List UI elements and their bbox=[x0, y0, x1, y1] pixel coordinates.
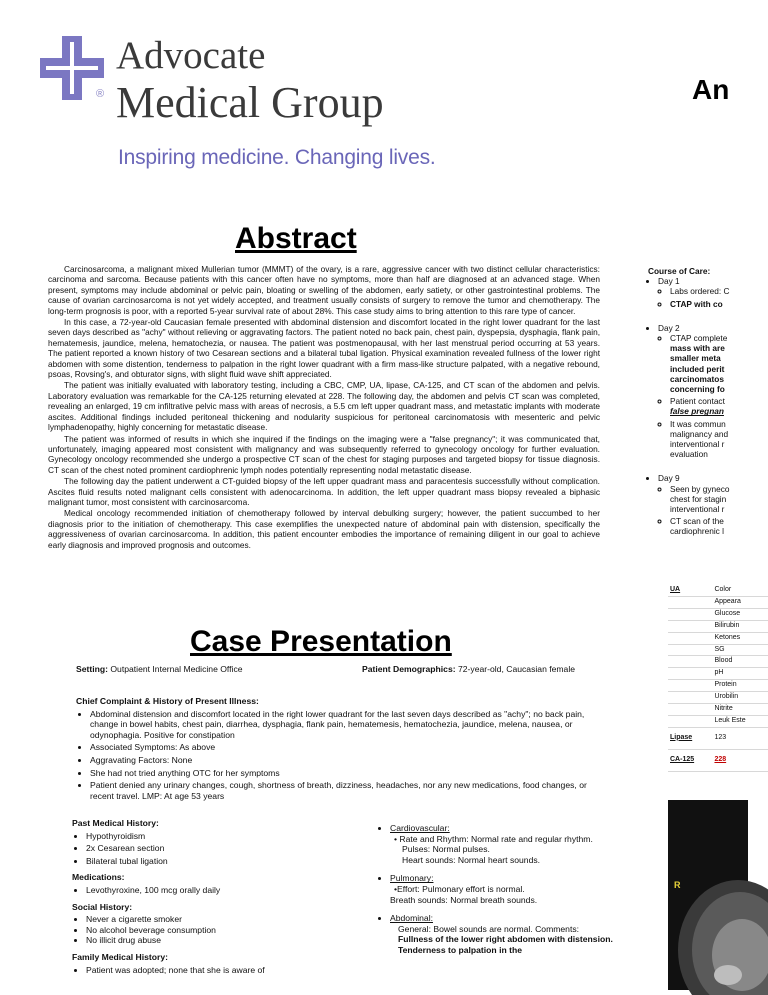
poster-title: An bbox=[692, 74, 730, 105]
course-line: ◦ It was commun bbox=[670, 418, 726, 429]
list-item: • Abdominal distension and discomfort located in the right lower quadrant for the last seven days described as "achy"; no back pain, change in bowel habits, chest pain, diarrhea, dysphagia, flank pain, hematemesis, hematochezia, jaundice, melena, nausea, or odynophagia. Positive for constipation bbox=[90, 709, 596, 741]
list-item: • Patient was adopted; none that she is aware of bbox=[86, 965, 362, 976]
table-cell: Urobilin bbox=[712, 692, 768, 704]
table-row bbox=[668, 632, 768, 644]
list-item: • 2x Cesarean section bbox=[86, 843, 362, 854]
table-cell: Lipase bbox=[668, 727, 712, 749]
social-history-heading: Social History: bbox=[72, 901, 133, 912]
table-cell: pH bbox=[712, 668, 768, 680]
table-cell: 123 bbox=[712, 727, 768, 749]
table-row bbox=[668, 680, 768, 692]
list-item: • She had not tried anything OTC for her symptoms bbox=[90, 768, 596, 779]
setting-value: Outpatient Internal Medicine Office bbox=[107, 664, 243, 674]
pulm-line: Breath sounds: Normal breath sounds. bbox=[390, 894, 538, 905]
table-cell: Appeara bbox=[712, 596, 768, 608]
list-item: • Associated Symptoms: As above bbox=[90, 742, 596, 753]
list-item: • Hypothyroidism bbox=[86, 831, 362, 842]
course-day-label: Day 2 bbox=[658, 322, 680, 333]
demographics-label: Patient Demographics: bbox=[362, 664, 456, 674]
physical-exam-section bbox=[376, 823, 616, 958]
abd-line: Fullness of the lower right abdomen with distension. Tenderness to palpation in the bbox=[398, 934, 613, 955]
abstract-paragraph: In this case, a 72-year-old Caucasian female presented with abdominal distension and discomfort located in the right lower quadrant for the last seven days described as "achy" without relieving or aggravating factors. The patient noted no back pain, chest pain, dyspepsia, dysphagia, flank pain, hematemesis, jaundice, melena, hematochezia, or nausea. The patient was postmenopausal, with her last menstrual period occurring at 53 years. The patient reported a known history of two Cesarean sections and a bilateral tubal ligation. Physical examination revealed fullness of the lower right abdomen with some distention, tenderness to palpation in the right lower quadrant with a firm mass-like structure palpated, with a negative rebound, psoas, Rovsing's, and obturator signs, with slight fluid wave shift appreciated. bbox=[48, 317, 600, 380]
exam-list bbox=[376, 823, 616, 956]
chief-complaint-section bbox=[76, 690, 596, 803]
course-line: ◦ Patient contact bbox=[670, 396, 725, 407]
cardio-line: Heart sounds: Normal heart sounds. bbox=[402, 854, 541, 865]
pulm-label: Pulmonary: bbox=[390, 873, 434, 884]
table-row bbox=[668, 620, 768, 632]
list-item: • Bilateral tubal ligation bbox=[86, 856, 362, 867]
social-list bbox=[72, 914, 362, 946]
table-cell: Glucose bbox=[712, 608, 768, 620]
table-row bbox=[668, 668, 768, 680]
list-item: ◦ CTAP with co bbox=[670, 299, 768, 309]
demographics-value: 72-year-old, Caucasian female bbox=[455, 664, 576, 674]
course-day bbox=[658, 323, 768, 460]
abstract-body bbox=[48, 264, 600, 551]
pulm-line: Effort: Pulmonary effort is normal. bbox=[397, 883, 525, 894]
table-cell: Color bbox=[712, 585, 768, 596]
list-item bbox=[670, 419, 768, 460]
list-item bbox=[670, 484, 768, 515]
course-line: concerning fo bbox=[670, 384, 725, 395]
case-presentation-heading: Case Presentation bbox=[190, 625, 452, 658]
table-row bbox=[668, 656, 768, 668]
table-row bbox=[668, 585, 768, 596]
table-cell: SG bbox=[712, 644, 768, 656]
logo-registered-mark: ® bbox=[96, 88, 105, 100]
course-line: ◦ Seen by gyneco bbox=[670, 483, 730, 494]
list-item: • No alcohol beverage consumption bbox=[86, 925, 362, 936]
course-line: evaluation bbox=[670, 449, 708, 460]
course-line: malignancy and bbox=[670, 428, 729, 439]
course-line: false pregnan bbox=[670, 406, 724, 417]
setting-line bbox=[76, 664, 243, 674]
course-line: carcinomatos bbox=[670, 373, 724, 384]
cc-list bbox=[76, 709, 596, 802]
course-day-label: Day 9 bbox=[658, 473, 680, 484]
course-line: smaller meta bbox=[670, 353, 721, 364]
exam-pulmonary: • Pulmonary: •Effort: Pulmonary effort is normal. Breath sounds: Normal breath sounds. bbox=[390, 873, 616, 905]
table-row bbox=[668, 727, 768, 749]
abd-line: General: Bowel sounds are normal. Comments: bbox=[398, 923, 580, 934]
exam-abdominal bbox=[390, 913, 616, 955]
course-of-care-section bbox=[648, 266, 768, 539]
table-row bbox=[668, 704, 768, 716]
abd-label: Abdominal: bbox=[390, 913, 433, 924]
list-item bbox=[670, 396, 768, 416]
table-row bbox=[668, 715, 768, 727]
abstract-paragraph: Carcinosarcoma, a malignant mixed Mullerian tumor (MMMT) of the ovary, is a rare, aggressive cancer with two distinct cellular characteristics: carcinoma and sarcoma. Because patients with this cancer often have no symptoms, more than half are diagnosed at an advanced stage. When present, symptoms may include abdominal or pelvic pain, bloating or swelling of the abdomen, early satiety, or other gastrointestinal problems. The cause of ovarian carcinosarcoma is not yet widely accepted, and treatment usually consists of surgery to remove the tumor and chemotherapy. The long-term prognosis is poor, with a reported 5-year survival rate of about 28%. This case study aims to bring attention to this rare type of cancer. bbox=[48, 264, 600, 316]
course-line: mass with are bbox=[670, 343, 725, 354]
table-cell: Blood bbox=[712, 656, 768, 668]
course-line: interventional r bbox=[670, 504, 725, 515]
course-line: included perit bbox=[670, 363, 725, 374]
exam-cardiovascular: • Cardiovascular: • Rate and Rhythm: Normal rate and regular rhythm. Pulses: Normal pulses. Heart sounds: Normal heart sounds. bbox=[390, 823, 616, 865]
table-row bbox=[668, 608, 768, 620]
ct-scan-image bbox=[668, 800, 748, 990]
course-line: chest for stagin bbox=[670, 493, 727, 504]
list-item: • Levothyroxine, 100 mcg orally daily bbox=[86, 885, 362, 896]
list-item: • No illicit drug abuse bbox=[86, 935, 362, 946]
pmh-heading: Past Medical History: bbox=[72, 818, 159, 828]
table-row bbox=[668, 596, 768, 608]
abstract-paragraph: The patient was initially evaluated with laboratory testing, including a CBC, CMP, UA, lipase, CA-125, and CT scan of the abdomen and pelvis. Laboratory evaluation was remarkable for the CA-125 returning elevated at 228. The following day, the abdomen and pelvis CT scan was completed, revealing an enlarged, 19 cm infiltrative pelvic mass with areas of necrosis, a 5.5 cm left upper quadrant mass, and metastatic implants with moderate ascites. Additional findings included peritoneal thickening and nodularity suspicious for peritoneal carcinomatosis with mesenteric and pelvic lymphadenopathy, highly concerning for metastatic disease. bbox=[48, 380, 600, 433]
table-cell: Protein bbox=[712, 680, 768, 692]
course-line: ◦ CT scan of the bbox=[670, 516, 724, 527]
table-row bbox=[668, 692, 768, 704]
logo-tagline: Inspiring medicine. Changing lives. bbox=[118, 146, 436, 169]
ct-scan-graphic bbox=[668, 800, 748, 990]
table-cell: 228 bbox=[712, 749, 768, 771]
abstract-paragraph: The patient was informed of results in which she inquired if the findings on the imaging were a "false pregnancy"; it was communicated that, unfortunately, imaging appeared most consistent with malignancy and was subsequently referred to gynecology oncology for further evaluation. Gynecology oncology recommended she undergo a prospective CT scan of the chest for staging purposes and targeted biopsy for tissue diagnosis. CT scan of the chest noted prominent cardiophrenic lymph nodes potentially representing nodal metastatic disease. bbox=[48, 433, 600, 475]
course-heading: Course of Care: bbox=[648, 266, 711, 276]
history-section bbox=[72, 812, 362, 977]
course-day-label: Day 1 bbox=[658, 276, 680, 287]
cardio-label: Cardiovascular: bbox=[390, 823, 450, 833]
logo-name-line1: Advocate bbox=[116, 34, 266, 77]
course-day bbox=[658, 473, 768, 536]
list-item: ◦ Labs ordered: C bbox=[670, 286, 768, 296]
demographics-line bbox=[362, 664, 575, 674]
course-line: interventional r bbox=[670, 439, 725, 450]
lab-results-table bbox=[668, 585, 768, 772]
ct-orientation-marker: R bbox=[674, 880, 681, 890]
cross-logo-icon bbox=[40, 36, 104, 100]
cardio-line: Pulses: Normal pulses. bbox=[402, 844, 490, 855]
table-row bbox=[668, 749, 768, 771]
list-item bbox=[670, 516, 768, 536]
table-row bbox=[668, 644, 768, 656]
abstract-heading: Abstract bbox=[235, 222, 357, 255]
table-cell: UA bbox=[668, 585, 712, 596]
table-cell: Ketones bbox=[712, 632, 768, 644]
medications-list bbox=[72, 885, 362, 896]
list-item: • Aggravating Factors: None bbox=[90, 755, 596, 766]
abstract-paragraph: Medical oncology recommended initiation of chemotherapy followed by interval debulking surgery; however, the patient succumbed to her diagnosis prior to the initiation of chemotherapy. This case exemplifies the unexpected nature of abdominal pain with distension, specifically the aggressiveness of ovarian carcinosarcoma. In addition, this patient encounter embodies the importance of remaining diligent in our goal to achieve early diagnosis and improved prognosis and outcomes. bbox=[48, 508, 600, 550]
table-cell: CA-125 bbox=[668, 749, 712, 771]
course-line: cardiophrenic l bbox=[670, 526, 724, 537]
family-history-heading: Family Medical History: bbox=[72, 951, 168, 962]
list-item bbox=[670, 333, 768, 394]
advocate-logo bbox=[38, 34, 468, 184]
abstract-paragraph: The following day the patient underwent a CT-guided biopsy of the left upper quadrant mass and paracentesis successfully without complication. Ascites fluid results noted malignant cells consistent with adenocarcinoma. In addition, the left upper quadrant mass biopsy revealed a biphasic malignant tumor, most consistent with carcinosarcoma. bbox=[48, 476, 600, 507]
list-item: • Never a cigarette smoker bbox=[86, 914, 362, 925]
table-cell: Nitrite bbox=[712, 704, 768, 716]
list-item: • Patient denied any urinary changes, cough, shortness of breath, dizziness, headaches, nor any new medications, food changes, or recent travel. LMP: At age 53 years bbox=[90, 780, 596, 801]
cardio-line: Rate and Rhythm: Normal rate and regular rhythm. bbox=[399, 833, 593, 844]
table-cell: Leuk Este bbox=[712, 715, 768, 727]
setting-label: Setting: bbox=[76, 664, 108, 674]
course-day bbox=[658, 276, 768, 309]
table-cell: Bilirubin bbox=[712, 620, 768, 632]
medications-heading: Medications: bbox=[72, 872, 125, 883]
course-line: ◦ CTAP complete bbox=[670, 333, 728, 344]
logo-name-line2: Medical Group bbox=[116, 78, 384, 127]
course-list bbox=[648, 276, 768, 536]
cc-heading: Chief Complaint & History of Present Illness: bbox=[76, 696, 259, 706]
family-list bbox=[72, 965, 362, 976]
pmh-list bbox=[72, 831, 362, 867]
